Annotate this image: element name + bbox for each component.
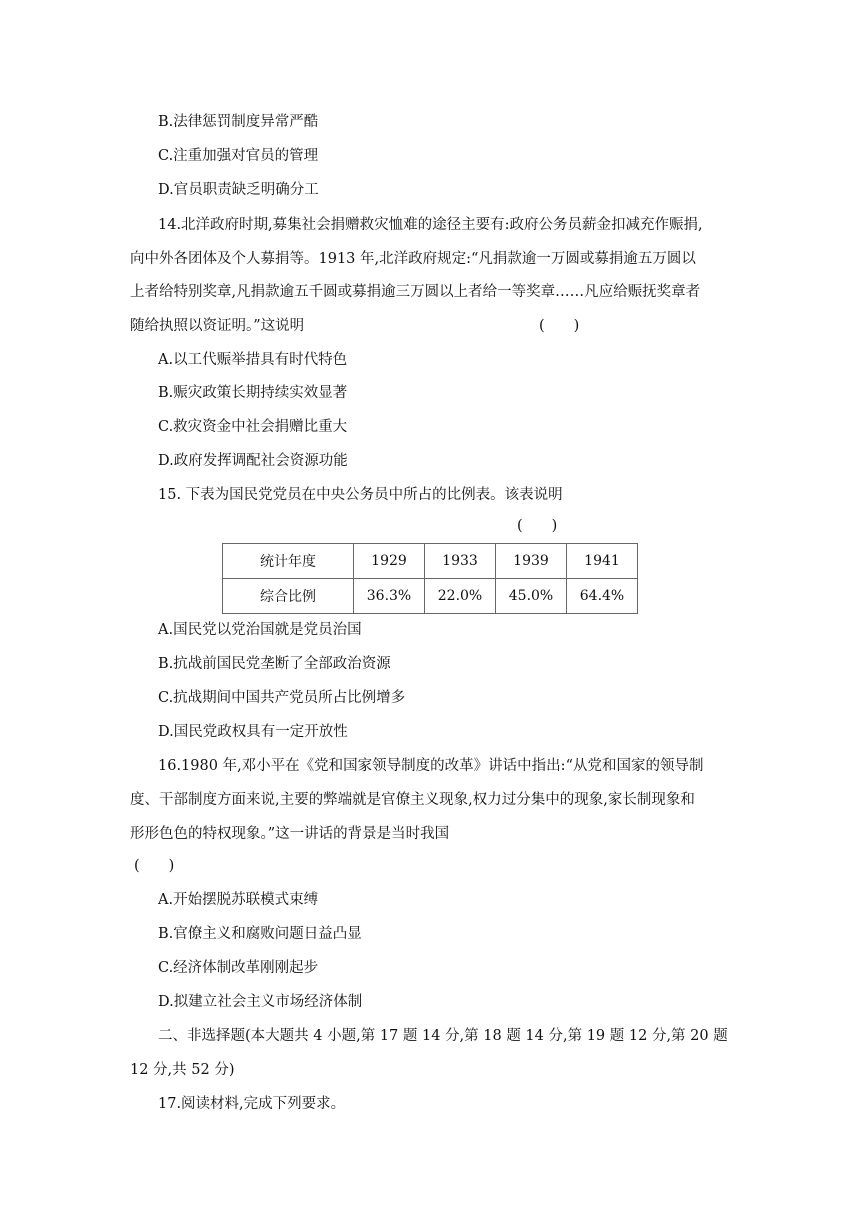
q15-stem: 15. 下表为国民党党员在中央公务员中所占的比例表。该表说明 [158,487,563,503]
section-2-heading-line-2: 12 分,共 52 分) [130,1062,235,1078]
q14-stem-line-3: 上者给特别奖章,凡捐款逾五千圆或募捐逾三万圆以上者给一等奖章……凡应给赈抚奖章者 [130,284,701,300]
table-ratio-cell: 45.0% [496,579,567,614]
q16-option-a: A.开始摆脱苏联模式束缚 [158,892,319,908]
q16-stem-line-1: 16.1980 年,邓小平在《党和国家领导制度的改革》讲话中指出:“从党和国家的领导制 [158,758,704,774]
q14-answer-bracket: ( ) [539,318,580,334]
q14-stem-line-1: 14.北洋政府时期,募集社会捐赠救灾恤难的途径主要有:政府公务员薪金扣减充作赈捐, [158,217,703,233]
q13-option-b: B.法律惩罚制度异常严酷 [158,114,319,130]
table-ratio-cell: 64.4% [567,579,638,614]
q16-stem-line-2: 度、干部制度方面来说,主要的弊端就是官僚主义现象,权力过分集中的现象,家长制现象和 [130,792,695,808]
table-row [223,544,638,579]
q16-option-c: C.经济体制改革刚刚起步 [158,960,319,976]
q16-answer-bracket: ( ) [134,858,175,874]
table-year-cell: 1939 [496,544,567,579]
q13-option-c: C.注重加强对官员的管理 [158,148,319,164]
table-year-cell: 1941 [567,544,638,579]
q15-answer-bracket: ( ) [517,518,558,534]
q16-option-d: D.拟建立社会主义市场经济体制 [158,994,363,1010]
section-2-heading-line-1: 二、非选择题(本大题共 4 小题,第 17 题 14 分,第 18 题 14 分,第 19 题 12 分,第 20 题 [158,1028,728,1044]
q14-option-b: B.赈灾政策长期持续实效显著 [158,385,348,401]
q14-option-a: A.以工代赈举措具有时代特色 [158,352,348,368]
q15-option-c: C.抗战期间中国共产党员所占比例增多 [158,690,406,706]
q14-option-c: C.救灾资金中社会捐赠比重大 [158,419,348,435]
q14-stem-line-4: 随给执照以资证明。”这说明 [130,318,305,334]
q15-option-a: A.国民党以党治国就是党员治国 [158,622,362,638]
q16-stem-line-3: 形形色色的特权现象。”这一讲话的背景是当时我国 [130,826,450,842]
table-ratio-cell: 22.0% [425,579,496,614]
table-ratio-cell: 36.3% [354,579,425,614]
party-member-ratio-table [222,543,638,614]
q16-option-b: B.官僚主义和腐败问题日益凸显 [158,926,362,942]
table-year-cell: 1933 [425,544,496,579]
q14-stem-line-2: 向中外各团体及个人募捐等。1913 年,北洋政府规定:“凡捐款逾一万圆或募捐逾五万圆以 [130,251,696,267]
q14-option-d: D.政府发挥调配社会资源功能 [158,453,348,469]
q15-option-d: D.国民党政权具有一定开放性 [158,724,348,740]
table-row-label: 综合比例 [223,579,354,614]
table-header-label: 统计年度 [223,544,354,579]
q15-option-b: B.抗战前国民党垄断了全部政治资源 [158,656,391,672]
table-year-cell: 1929 [354,544,425,579]
table-row [223,579,638,614]
q13-option-d: D.官员职责缺乏明确分工 [158,182,319,198]
q17-stem: 17.阅读材料,完成下列要求。 [158,1096,346,1112]
